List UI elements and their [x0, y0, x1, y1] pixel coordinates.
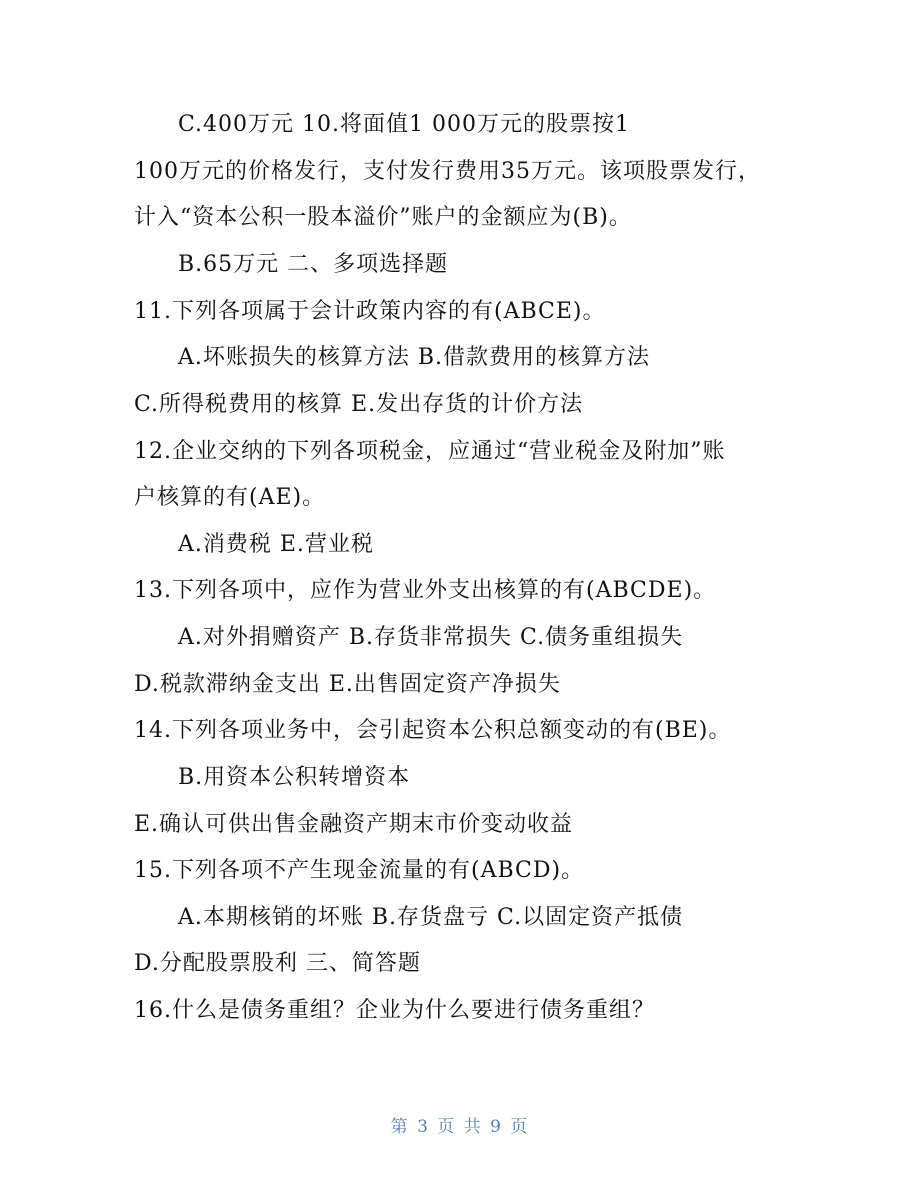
text-line-12: A.对外捐赠资产 B.存货非常损失 C.债务重组损失: [178, 625, 684, 650]
text-line-5: 11.下列各项属于会计政策内容的有(ABCE)。: [134, 299, 606, 324]
text-line-6: A.坏账损失的核算方法 B.借款费用的核算方法: [178, 345, 651, 370]
text-line-20: 16.什么是债务重组？企业为什么要进行债务重组？: [134, 998, 655, 1023]
text-line-10: A.消费税 E.营业税: [178, 532, 374, 557]
text-line-17: 15.下列各项不产生现金流量的有(ABCD)。: [134, 858, 585, 883]
text-line-15: B.用资本公积转增资本: [178, 765, 411, 790]
text-line-14: 14.下列各项业务中，会引起资本公积总额变动的有(BE)。: [134, 718, 732, 743]
text-line-13: D.税款滞纳金支出 E.出售固定资产净损失: [134, 672, 561, 697]
text-line-18: A.本期核销的坏账 B.存货盘亏 C.以固定资产抵债: [178, 905, 684, 930]
text-line-2: 100万元的价格发行，支付发行费用35万元。该项股票发行，: [134, 159, 761, 184]
text-line-9: 户核算的有(AE)。: [134, 485, 326, 510]
text-line-16: E.确认可供出售金融资产期末市价变动收益: [134, 812, 574, 837]
text-line-1: C.400万元 10.将面值1 000万元的股票按1: [178, 112, 630, 137]
text-line-3: 计入“资本公积一股本溢价”账户的金额应为(B)。: [134, 205, 632, 230]
page-number-footer: 第 3 页 共 9 页: [390, 1117, 530, 1137]
text-line-11: 13.下列各项中，应作为营业外支出核算的有(ABCDE)。: [134, 578, 717, 603]
text-line-19: D.分配股票股利 三、简答题: [134, 951, 421, 976]
text-line-8: 12.企业交纳的下列各项税金，应通过“营业税金及附加”账: [134, 439, 726, 464]
text-line-7: C.所得税费用的核算 E.发出存货的计价方法: [134, 392, 584, 417]
text-line-4: B.65万元 二、多项选择题: [178, 252, 449, 277]
